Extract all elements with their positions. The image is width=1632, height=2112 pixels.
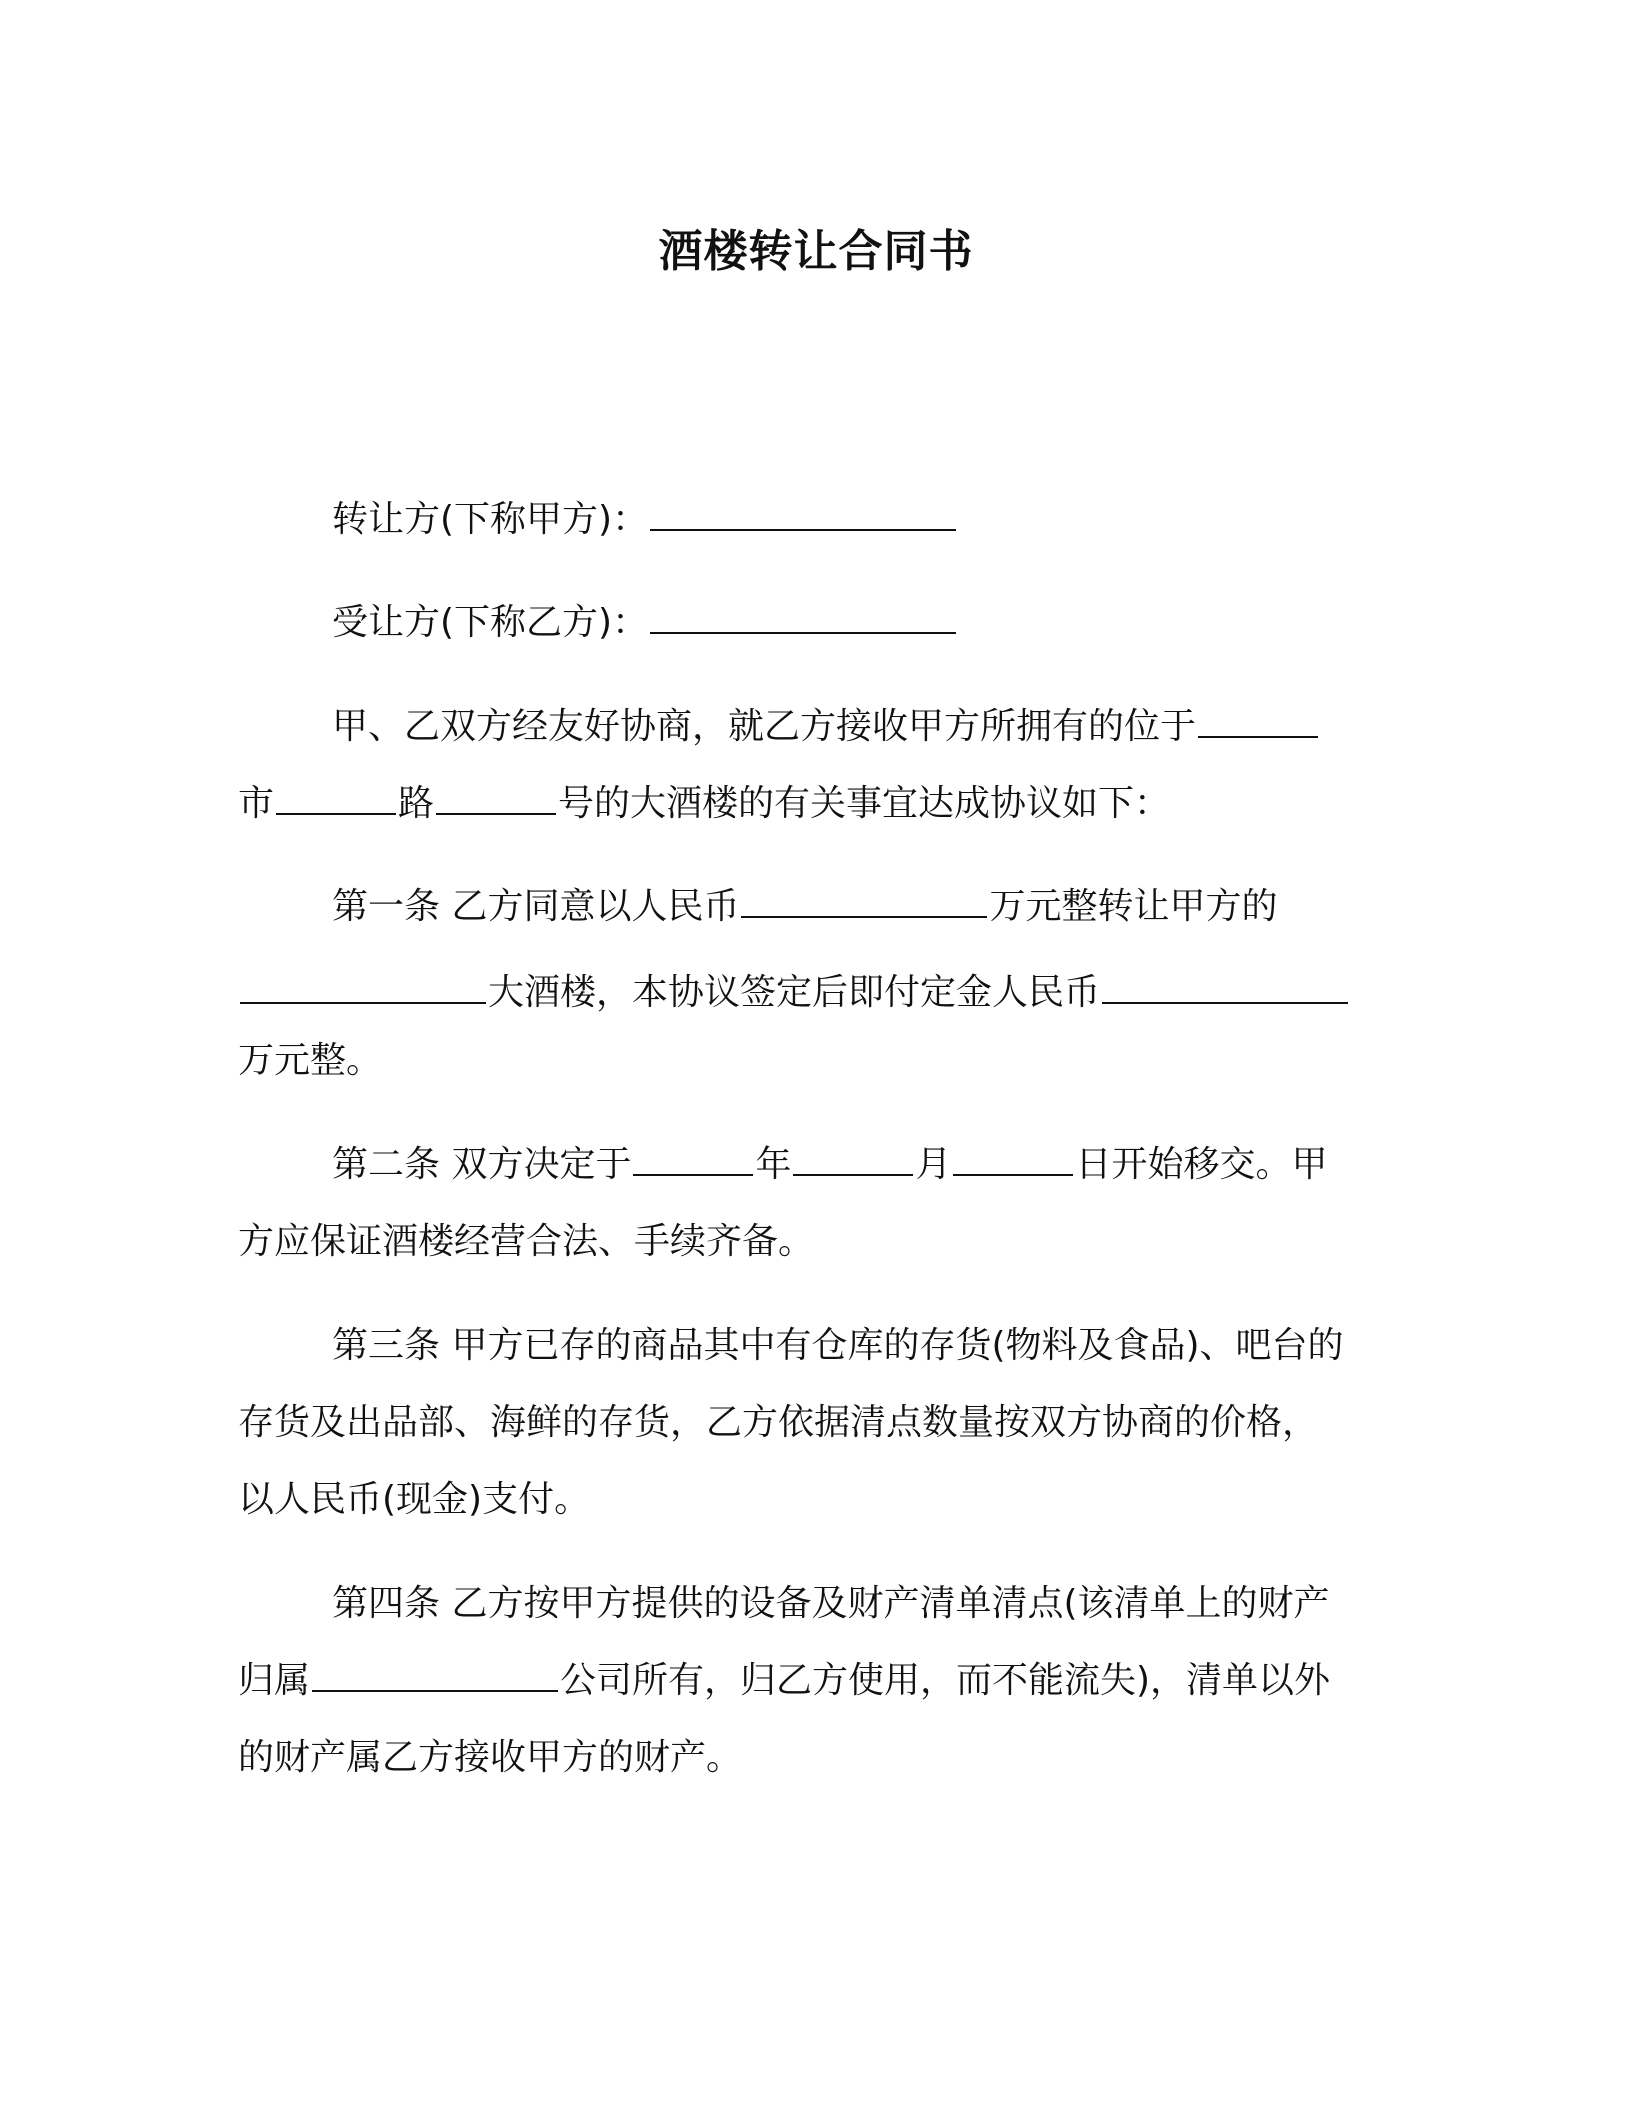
party-a-blank[interactable] xyxy=(650,499,956,531)
article2-text-4: 日开始移交。甲 xyxy=(1075,1144,1328,1185)
intro-text-3: 路 xyxy=(398,783,435,824)
restaurant-name-blank[interactable] xyxy=(240,972,486,1004)
article1-line-3 xyxy=(238,1037,382,1085)
article1-line-1 xyxy=(332,883,1277,931)
article4-line-2 xyxy=(238,1657,1330,1705)
party-a-line xyxy=(332,496,958,544)
party-b-line xyxy=(332,599,958,647)
article1-text-1: 第一条 乙方同意以人民币 xyxy=(332,886,740,927)
document-title: 酒楼转让合同书 xyxy=(658,226,974,277)
article1-text-2: 万元整转让甲方的 xyxy=(989,886,1278,927)
article2-line-2 xyxy=(238,1218,814,1266)
article2-line-1 xyxy=(332,1141,1328,1189)
intro-line-2 xyxy=(238,780,1170,828)
article2-text-1: 第二条 双方决定于 xyxy=(332,1144,632,1185)
article1-text-3: 大酒楼，本协议签定后即付定金人民币 xyxy=(488,972,1101,1013)
transfer-price-blank[interactable] xyxy=(741,886,987,918)
party-b-blank[interactable] xyxy=(650,602,956,634)
intro-text-4: 号的大酒楼的有关事宜达成协议如下： xyxy=(558,783,1171,824)
company-blank[interactable] xyxy=(312,1660,558,1692)
article1-line-2 xyxy=(238,969,1350,1017)
intro-text-2: 市 xyxy=(238,783,275,824)
intro-line-1 xyxy=(332,703,1320,751)
day-blank[interactable] xyxy=(953,1144,1073,1176)
article2-text-3: 月 xyxy=(915,1144,952,1185)
party-b-label: 受让方(下称乙方)： xyxy=(332,602,649,643)
city-blank[interactable] xyxy=(1198,706,1318,738)
article1-text-4: 万元整。 xyxy=(238,1040,383,1081)
article4-line-3: 的财产属乙方接收甲方的财产。 xyxy=(238,1737,743,1778)
road-blank[interactable] xyxy=(276,783,396,815)
article4-text-2: 公司所有，归乙方使用，而不能流失)，清单以外 xyxy=(560,1660,1331,1701)
month-blank[interactable] xyxy=(793,1144,913,1176)
article3-line-2: 存货及出品部、海鲜的存货，乙方依据清点数量按双方协商的价格， xyxy=(238,1402,1319,1443)
party-a-label: 转让方(下称甲方)： xyxy=(332,499,649,540)
intro-text-1: 甲、乙双方经友好协商，就乙方接收甲方所拥有的位于 xyxy=(332,706,1197,747)
deposit-blank[interactable] xyxy=(1102,972,1348,1004)
article2-text-2: 年 xyxy=(755,1144,792,1185)
article4-line-1: 第四条 乙方按甲方提供的设备及财产清单清点(该清单上的财产 xyxy=(332,1583,1330,1624)
article4-text-1: 归属 xyxy=(238,1660,311,1701)
year-blank[interactable] xyxy=(633,1144,753,1176)
number-blank[interactable] xyxy=(436,783,556,815)
article2-text-5: 方应保证酒楼经营合法、手续齐备。 xyxy=(238,1221,815,1262)
article3-line-3: 以人民币(现金)支付。 xyxy=(238,1479,591,1520)
article3-line-1: 第三条 甲方已存的商品其中有仓库的存货(物料及食品)、吧台的 xyxy=(332,1325,1344,1366)
